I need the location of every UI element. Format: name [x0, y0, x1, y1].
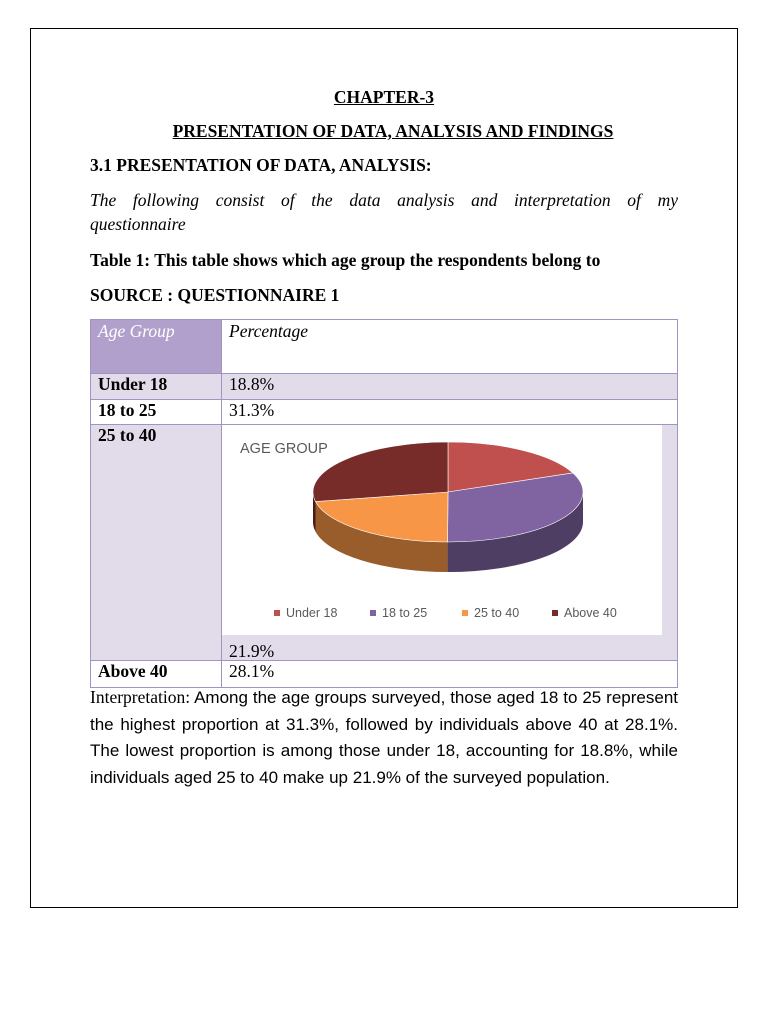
table-row [91, 425, 678, 661]
pie-chart [222, 425, 662, 635]
header-percentage: Percentage [222, 320, 678, 374]
header-age-group: Age Group [91, 320, 222, 374]
interpretation-label: Interpretation: [90, 687, 191, 707]
legend-swatch-25-to-40 [462, 610, 468, 616]
chapter-heading: CHAPTER-3 [333, 87, 435, 107]
legend-label: 18 to 25 [382, 606, 428, 620]
chart-title: AGE GROUP [240, 441, 328, 457]
row-percent: 21.9% [229, 641, 275, 661]
source-line: SOURCE : QUESTIONNAIRE 1 [90, 285, 340, 305]
table-row [91, 400, 678, 425]
interpretation-text: Among the age groups surveyed, those aged 18 to 25 represent the highest proportion at 31.3%, followed by individuals above 40 at 28.1%. The lowest proportion is among those under 18, accounting for 18.8%, while individuals aged 25 to 40 make up 21.9% of the surveyed population. [90, 688, 678, 788]
legend-label: 25 to 40 [474, 606, 520, 620]
row-percent: 28.1% [222, 661, 678, 688]
legend-label: Under 18 [286, 606, 338, 620]
legend-label: Above 40 [564, 606, 617, 620]
legend-swatch-under-18 [274, 610, 280, 616]
pie-slice-above-40 [313, 442, 448, 502]
row-percent: 18.8% [222, 374, 678, 400]
age-group-table [90, 319, 678, 688]
row-group: Under 18 [91, 374, 222, 400]
row-percent-chart-cell [222, 425, 678, 661]
table-caption: Table 1: This table shows which age group the respondents belong to [90, 250, 601, 270]
table-row [91, 374, 678, 400]
row-group: Above 40 [91, 661, 222, 688]
row-group: 18 to 25 [91, 400, 222, 425]
section-heading: 3.1 PRESENTATION OF DATA, ANALYSIS: [90, 155, 432, 175]
row-percent: 31.3% [222, 400, 678, 425]
interpretation-paragraph [90, 684, 678, 792]
row-group: 25 to 40 [91, 425, 222, 661]
legend-swatch-above-40 [552, 610, 558, 616]
pie-chart-svg [222, 425, 662, 635]
legend-swatch-18-to-25 [370, 610, 376, 616]
presentation-title: PRESENTATION OF DATA, ANALYSIS AND FINDINGS [172, 121, 614, 141]
intro-paragraph: The following consist of the data analysis and interpretation of my questionnaire [90, 190, 678, 234]
